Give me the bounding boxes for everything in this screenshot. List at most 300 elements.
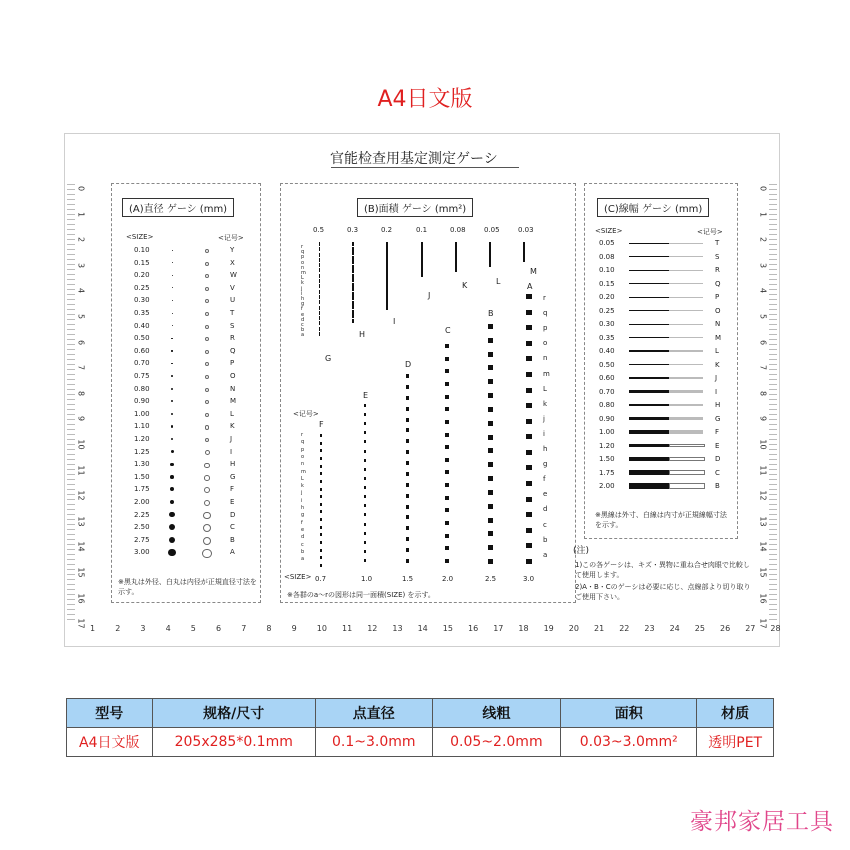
ruler-left-label: 10 [76,439,86,450]
spec-header-size: 规格/尺寸 [152,699,315,728]
area-left-code: o [301,259,305,266]
area-shape-mark [526,325,532,330]
area-shape-mark [352,265,354,269]
line-width-grey-line [669,404,703,407]
area-left-code-lower: e [301,526,305,533]
area-shape-mark [526,434,532,439]
line-width-code: C [715,468,720,477]
area-side-code: e [543,490,548,499]
area-shape-mark [320,533,322,536]
line-width-code-label: <记号> [697,228,723,236]
area-left-code-lower: c [301,541,304,548]
diameter-black-dot [172,275,173,276]
area-shape-mark [488,365,493,370]
title-underline [331,167,519,168]
area-group-letter: H [359,330,366,339]
area-shape-mark [364,541,367,544]
area-shape-mark [352,301,354,305]
area-shape-mark [320,480,322,483]
line-width-size-value: 0.50 [599,360,615,369]
area-left-code: g [301,301,305,308]
area-top-size: 0.05 [484,226,500,234]
line-width-grey-line [669,270,703,271]
line-width-size-value: 0.20 [599,293,615,301]
area-shape-mark [319,253,320,257]
diameter-black-dot [171,413,173,415]
line-width-size-value: 0.15 [599,279,615,288]
ruler-bottom-label: 12 [367,624,378,633]
area-shape-mark [320,457,322,460]
line-width-black-line [629,417,669,420]
area-shape-mark [488,338,493,343]
area-shape-mark [320,526,322,529]
line-width-white-line [669,470,705,476]
diameter-code: C [230,523,235,532]
line-width-black-line [629,310,669,311]
area-group-letter: G [325,354,332,363]
area-shape-mark [523,259,525,262]
area-group-letter: M [530,267,537,276]
area-shape-mark [526,465,532,470]
line-width-white-line [669,483,705,489]
area-shape-mark [526,450,532,455]
area-shape-mark [320,503,322,506]
area-left-code: r [301,244,304,250]
diameter-white-dot [205,312,209,316]
line-width-size-value: 0.40 [599,347,615,355]
area-shape-mark [352,283,354,287]
area-shape-mark [526,559,532,564]
diameter-size-value: 2.25 [134,510,150,519]
area-side-code: k [543,399,548,408]
area-left-code-lower: h [301,505,305,511]
spec-value-material: 透明PET [697,728,774,757]
area-bottom-size: 1.5 [402,575,414,583]
area-group-letter: A [527,282,533,291]
area-shape-mark [406,407,409,411]
diameter-black-dot [171,438,174,441]
diameter-white-dot [205,400,209,404]
line-width-code: J [715,374,718,382]
area-shape-mark [352,287,354,291]
diameter-gauge-panel [111,183,261,603]
ruler-right-label: 15 [758,567,768,578]
area-left-code: d [301,316,305,323]
area-bottom-size: 1.0 [361,575,373,583]
line-width-size-label: <SIZE> [595,227,623,235]
area-shape-mark [406,559,409,563]
line-width-size-value: 0.05 [599,239,615,247]
ruler-bottom-label: 20 [568,624,579,633]
line-width-size-value: 0.10 [599,266,615,274]
diameter-white-dot [205,287,209,291]
area-shape-mark [364,504,367,507]
area-shape-mark [319,247,320,251]
line-width-black-line [629,364,669,366]
ruler-right-label: 10 [758,439,768,450]
area-top-size: 0.2 [381,226,393,234]
area-bottom-size: 3.0 [523,575,535,583]
area-shape-mark [406,537,409,541]
diameter-code: G [230,472,236,481]
line-width-size-value: 0.90 [599,414,615,423]
gauge-card [64,133,780,647]
right-ruler [755,184,771,629]
ruler-left-label: 9 [76,416,86,422]
line-width-code: K [715,360,720,369]
ruler-bottom-label: 21 [594,624,605,633]
area-side-code: a [543,550,548,559]
ruler-bottom-label: 5 [190,624,196,633]
diameter-black-dot [170,500,175,505]
area-top-size: 0.3 [347,226,359,234]
area-shape-mark [445,546,449,550]
area-shape-mark [364,550,367,553]
line-width-size-value: 0.25 [599,306,615,315]
diameter-code: X [230,258,235,267]
area-shape-mark [352,296,354,300]
diameter-code: I [230,447,233,456]
line-width-gauge-panel [584,183,738,539]
ruler-bottom-label: 24 [669,624,680,633]
line-width-size-value: 0.35 [599,333,615,342]
diameter-black-dot [171,450,174,453]
diameter-black-dot [171,400,173,402]
diameter-size-value: 2.50 [134,523,150,532]
area-group-letter: C [445,326,451,335]
area-left-code: q [301,249,305,256]
diameter-size-value: 1.10 [134,422,150,431]
diameter-size-value: 0.50 [134,334,150,343]
area-left-code: k [301,280,304,287]
area-top-size: 0.08 [450,226,466,234]
line-width-black-line [629,243,669,244]
ruler-bottom-label: 18 [518,624,529,633]
area-shape-mark [319,295,320,299]
ruler-bottom-label: 6 [216,624,222,633]
line-width-grey-line [669,377,703,379]
diameter-white-dot [204,463,209,468]
area-shape-mark [364,532,367,535]
ruler-bottom-label: 1 [90,624,96,633]
area-shape-mark [364,404,367,407]
diameter-code: Y [230,246,235,254]
diameter-black-dot [172,262,173,263]
area-shape-mark [406,548,409,552]
diameter-size-value: 0.80 [134,384,150,393]
area-shape-mark [445,483,449,487]
ruler-left-label: 6 [76,339,86,345]
area-shape-mark [406,494,409,498]
diameter-code: B [230,535,235,544]
remarks-title: (注) [573,546,590,556]
area-group-letter: J [428,291,431,300]
area-code-label: <记号> [293,410,319,418]
area-left-code: h [301,296,305,302]
diameter-size-value: 0.25 [134,283,150,292]
spec-header-dot-diameter: 点直径 [315,699,432,728]
area-shape-mark [488,518,493,523]
ruler-right-label: 8 [758,390,768,396]
area-shape-mark [319,242,320,246]
line-width-black-line [629,350,669,351]
ruler-right-label: 16 [758,593,768,604]
line-width-gauge-header: (C)線幅 ゲーシ (mm) [597,198,709,217]
area-group-letter: B [488,309,494,318]
area-shape-mark [352,247,354,251]
area-shape-mark [488,545,493,550]
diameter-black-dot [170,475,174,479]
line-width-grey-line [669,324,703,325]
spec-table [66,698,774,757]
area-shape-mark [320,495,322,498]
area-shape-mark [488,531,493,536]
ruler-left-label: 17 [76,618,86,629]
diameter-code: T [230,309,235,317]
area-shape-mark [445,395,449,399]
area-side-code: q [543,309,548,318]
area-shape-mark [319,290,320,294]
line-width-grey-line [669,390,703,392]
diameter-size-value: 0.15 [134,258,150,267]
area-group-letter: L [496,277,501,286]
area-shape-mark [320,564,322,567]
line-width-code: O [715,306,721,315]
area-left-code: i [301,290,303,297]
area-left-code-lower: b [301,548,305,555]
diameter-code: U [230,296,236,305]
area-left-code: n [301,264,305,271]
area-left-code: p [301,254,305,261]
area-shape-mark [445,420,449,424]
ruler-bottom-label: 10 [316,624,327,633]
area-shape-mark [445,496,449,500]
area-shape-mark [320,541,322,544]
diameter-black-dot [171,350,172,351]
diameter-black-dot [171,425,174,428]
area-shape-mark [445,521,449,525]
area-shape-mark [319,279,320,283]
area-shape-mark [406,428,409,432]
spec-value-line-width: 0.05~2.0mm [432,728,561,757]
area-shape-mark [445,369,449,373]
area-group-letter: K [462,281,468,290]
area-shape-mark [352,256,354,260]
area-shape-mark [489,264,491,267]
diameter-code: L [230,409,234,418]
ruler-right-label: 2 [758,237,768,243]
diameter-size-label: <SIZE> [126,233,154,241]
diameter-black-dot [168,549,175,556]
area-left-code-lower: f [301,519,303,526]
diameter-white-dot [205,337,209,341]
ruler-bottom-label: 15 [442,624,453,633]
ruler-left-label: 1 [76,211,86,217]
area-side-code: p [543,324,548,333]
diameter-white-dot [205,274,209,278]
area-shape-mark [364,513,367,516]
line-width-black-line [629,270,669,271]
area-shape-mark [406,526,409,530]
ruler-bottom-label: 25 [694,624,705,633]
diameter-black-dot [171,338,172,339]
line-width-size-value: 0.30 [599,320,615,328]
area-shape-mark [488,379,493,384]
area-shape-mark [320,472,322,475]
area-shape-mark [488,476,493,481]
area-shape-mark [526,481,532,486]
ruler-left-label: 7 [76,365,86,371]
area-side-code: d [543,505,548,514]
remark-1: 1)この各ゲーシは、キズ・異物に重ね合せ肉眼で比較して使用します。 [575,561,750,579]
diameter-white-dot [205,350,209,354]
area-shape-mark [352,314,354,318]
diameter-white-dot [205,425,210,430]
ruler-left-label: 11 [76,465,86,476]
diameter-white-dot [204,475,210,481]
area-shape-mark [526,497,532,502]
diameter-size-value: 2.75 [134,535,150,544]
ruler-bottom-label: 2 [115,624,121,633]
area-shape-mark [319,316,320,320]
diameter-black-dot [172,250,173,251]
ruler-right-label: 6 [758,339,768,345]
area-group-letter: F [319,420,324,429]
area-shape-mark [406,505,409,509]
line-width-code: N [715,320,721,328]
spec-header-area: 面积 [561,699,697,728]
diameter-size-value: 1.50 [134,472,150,481]
page-headline: A4日文版 [377,87,473,112]
area-shape-mark [320,549,322,552]
diameter-white-dot [205,388,209,392]
line-width-note: ※黑線は外寸、白線は内寸が正規線幅寸法を示す。 [595,511,727,529]
area-side-code: i [543,429,545,438]
ruler-right-label: 11 [758,465,768,476]
line-width-code: I [715,387,718,396]
area-shape-mark [320,518,322,521]
area-shape-mark [406,418,409,422]
area-gauge-header: (B)面積 ゲーシ (mm²) [357,198,473,217]
diameter-black-dot [169,537,176,544]
line-width-code: P [715,293,720,301]
area-shape-mark [488,352,493,357]
area-shape-mark [488,490,493,495]
area-shape-mark [364,495,367,498]
line-width-black-line [629,337,669,338]
area-shape-mark [319,311,320,315]
line-width-code: M [715,333,722,342]
line-width-code: S [715,252,720,261]
diameter-code: R [230,334,235,343]
line-width-white-line [669,444,705,448]
spec-value-model: A4日文版 [67,728,153,757]
ruler-left-label: 0 [76,185,86,192]
area-shape-mark [406,396,409,400]
spec-header-line-width: 线粗 [432,699,561,728]
diameter-code: D [230,510,236,519]
bottom-ruler [80,624,781,638]
diameter-size-value: 0.90 [134,397,150,406]
area-shape-mark [320,442,322,445]
diameter-white-dot [204,487,210,493]
area-shape-mark [526,356,532,361]
ruler-right-label: 17 [758,618,768,629]
area-left-code: b [301,327,305,334]
area-side-code: b [543,535,548,544]
area-shape-mark [364,477,367,480]
area-left-code-lower: p [301,446,305,453]
area-shape-mark [364,486,367,489]
line-width-grey-line [669,310,703,311]
ruler-right-label: 0 [758,185,768,192]
area-side-code: o [543,339,548,348]
line-width-grey-line [669,297,703,298]
line-width-grey-line [669,417,703,420]
area-shape-mark [364,450,367,453]
area-shape-mark [352,319,354,323]
diameter-code: P [230,359,235,368]
area-side-code: j [543,414,545,423]
area-side-code: L [543,384,547,393]
ruler-right-label: 12 [758,490,768,501]
ruler-left-label: 13 [76,516,86,527]
diameter-white-dot [205,362,209,366]
ruler-bottom-label: 27 [745,624,756,633]
area-shape-mark [526,543,532,548]
area-top-size: 0.5 [313,226,325,234]
area-shape-mark [445,407,449,411]
spec-value-area: 0.03~3.0mm² [561,728,697,757]
area-side-code: r [543,294,546,302]
diameter-white-dot [204,500,211,507]
area-shape-mark [526,310,532,315]
area-shape-mark [319,263,320,267]
area-left-code-lower: o [301,453,305,460]
line-width-white-line [669,457,705,462]
ruler-left-label: 16 [76,593,86,604]
area-shape-mark [320,465,322,468]
area-left-code-lower: j [301,490,303,497]
area-shape-mark [526,372,532,377]
diameter-size-value: 1.20 [134,435,150,443]
line-width-black-line [629,470,669,476]
ruler-bottom-label: 14 [417,624,428,633]
line-width-code: H [715,401,721,409]
area-shape-mark [445,470,449,474]
area-top-size: 0.1 [416,226,428,234]
area-shape-mark [406,461,409,465]
diameter-code: J [230,435,233,443]
ruler-right-label: 9 [758,416,768,422]
area-shape-mark [455,269,457,272]
area-gauge-panel [280,183,576,603]
area-left-code: f [301,306,303,313]
line-width-black-line [629,390,669,392]
ruler-bottom-label: 26 [720,624,731,633]
area-shape-mark [352,260,354,264]
area-shape-mark [319,321,320,325]
area-shape-mark [406,472,409,476]
spec-header-model: 型号 [67,699,153,728]
area-left-code: a [301,332,305,339]
area-shape-mark [445,508,449,512]
diameter-black-dot [172,287,173,288]
line-width-code: E [715,441,720,450]
line-width-code: Q [715,279,721,288]
area-shape-mark [526,388,532,393]
area-left-code-lower: i [301,497,303,504]
